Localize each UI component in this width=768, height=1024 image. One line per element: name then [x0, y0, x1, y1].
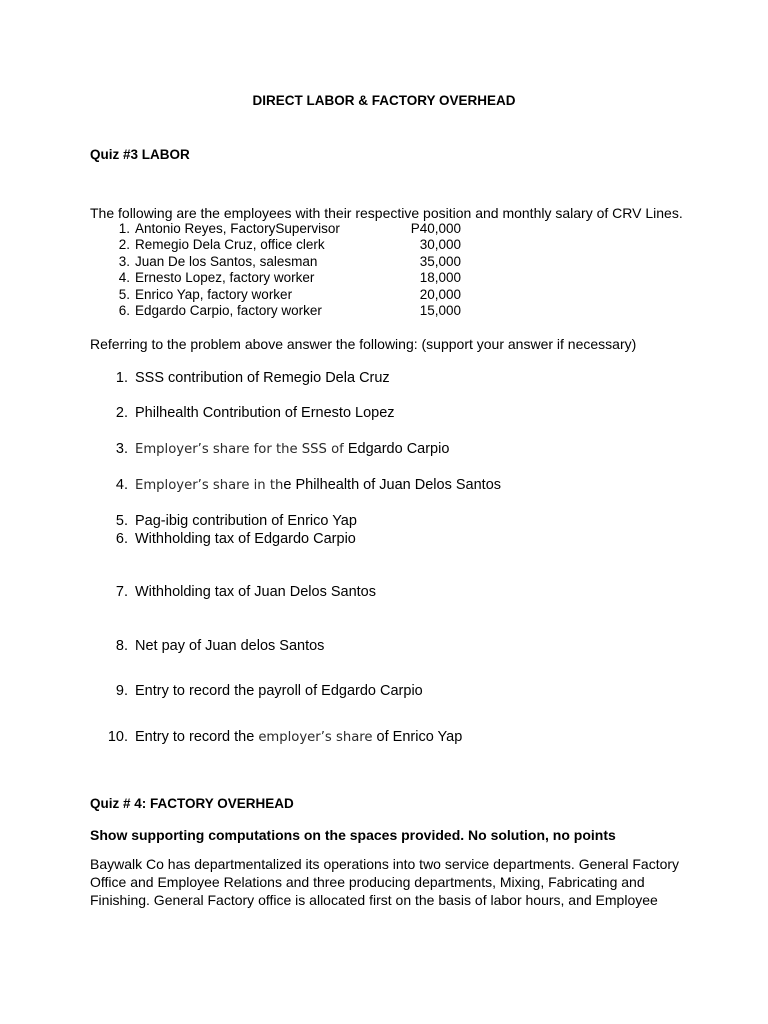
document-title: DIRECT LABOR & FACTORY OVERHEAD — [252, 93, 516, 108]
question-number: 5. — [115, 513, 128, 529]
question-number: 6. — [115, 531, 128, 547]
question-text: SSS contribution of Remegio Dela Cruz — [135, 370, 390, 386]
question-item — [0, 441, 768, 459]
employee-number: 3. — [118, 253, 130, 269]
question-item — [0, 370, 768, 388]
employee-row — [0, 303, 768, 320]
employee-number: 6. — [118, 303, 130, 318]
question-number: 3. — [115, 441, 128, 457]
employee-salary: 30,000 — [419, 237, 461, 253]
employee-name: Juan De los Santos, salesman — [135, 253, 318, 269]
question-number: 9. — [115, 683, 128, 699]
question-number: 7. — [115, 584, 128, 600]
question-text: Pag-ibig contribution of Enrico Yap — [135, 513, 357, 529]
employee-salary: 35,000 — [419, 253, 461, 269]
employee-number: 2. — [118, 237, 130, 253]
employee-name: Remegio Dela Cruz, office clerk — [135, 237, 325, 253]
employee-name: Edgardo Carpio, factory worker — [135, 303, 322, 318]
question-item — [0, 638, 768, 656]
question-text: Philhealth Contribution of Ernesto Lopez — [135, 405, 395, 421]
question-item — [0, 513, 768, 531]
employee-row — [0, 237, 768, 254]
employee-number: 4. — [118, 270, 130, 286]
question-text-alt: Employer’s share in th — [135, 478, 284, 493]
question-number: 4. — [115, 477, 128, 493]
quiz3-instruction: Referring to the problem above answer the following: (support your answer if necessary) — [90, 336, 637, 352]
question-text-main: Edgardo Carpio — [347, 441, 450, 457]
question-number: 8. — [115, 638, 128, 654]
quiz3-heading: Quiz #3 LABOR — [90, 147, 190, 162]
question-text-main: e Philhealth of Juan Delos Santos — [283, 477, 502, 493]
quiz3-intro: The following are the employees with their respective position and monthly salary of CRV Lines. — [90, 205, 683, 221]
employee-row — [0, 270, 768, 287]
quiz4-instruction: Show supporting computations on the spaces provided. No solution, no points — [90, 827, 616, 843]
question-item — [0, 531, 768, 549]
employee-number: 1. — [118, 221, 130, 236]
question-text: Net pay of Juan delos Santos — [135, 638, 325, 654]
employee-name: Enrico Yap, factory worker — [135, 286, 293, 302]
quiz4-heading: Quiz # 4: FACTORY OVERHEAD — [90, 796, 294, 811]
employee-salary: 18,000 — [419, 270, 461, 286]
employee-salary: P40,000 — [410, 221, 461, 236]
question-text — [135, 441, 449, 457]
quiz4-paragraph: Baywalk Co has departmentalized its operations into two service departments. General Factory Office and Employee Relations and three producing departments, Mixing, Fabricating and Finishing. General Factory office is allocated first on the basis of labor hours, and Employee — [90, 856, 680, 908]
question-number: 2. — [115, 405, 128, 421]
question-item — [0, 584, 768, 602]
question-text-alt: employer’s share — [258, 730, 373, 745]
question-text — [135, 477, 501, 493]
question-number: 10. — [107, 729, 128, 745]
question-text-main: of Enrico Yap — [372, 729, 463, 745]
question-item — [0, 729, 768, 747]
employee-salary: 20,000 — [419, 286, 461, 302]
employee-salary: 15,000 — [419, 303, 461, 318]
employee-list — [0, 221, 768, 321]
question-text: Withholding tax of Edgardo Carpio — [135, 531, 356, 547]
question-text-alt: Employer’s share for the SSS of — [135, 442, 344, 457]
question-number: 1. — [115, 370, 128, 386]
question-text-pre: Entry to record the — [135, 729, 259, 745]
employee-number: 5. — [118, 286, 130, 302]
employee-name: Antonio Reyes, FactorySupervisor — [135, 221, 340, 236]
employee-name: Ernesto Lopez, factory worker — [135, 270, 315, 286]
question-text: Withholding tax of Juan Delos Santos — [135, 584, 376, 600]
question-item — [0, 405, 768, 423]
employee-row — [0, 287, 768, 304]
question-item — [0, 683, 768, 701]
question-item — [0, 477, 768, 495]
question-text — [135, 729, 462, 745]
employee-row — [0, 254, 768, 271]
employee-row — [0, 221, 768, 238]
question-text: Entry to record the payroll of Edgardo Carpio — [135, 683, 423, 699]
